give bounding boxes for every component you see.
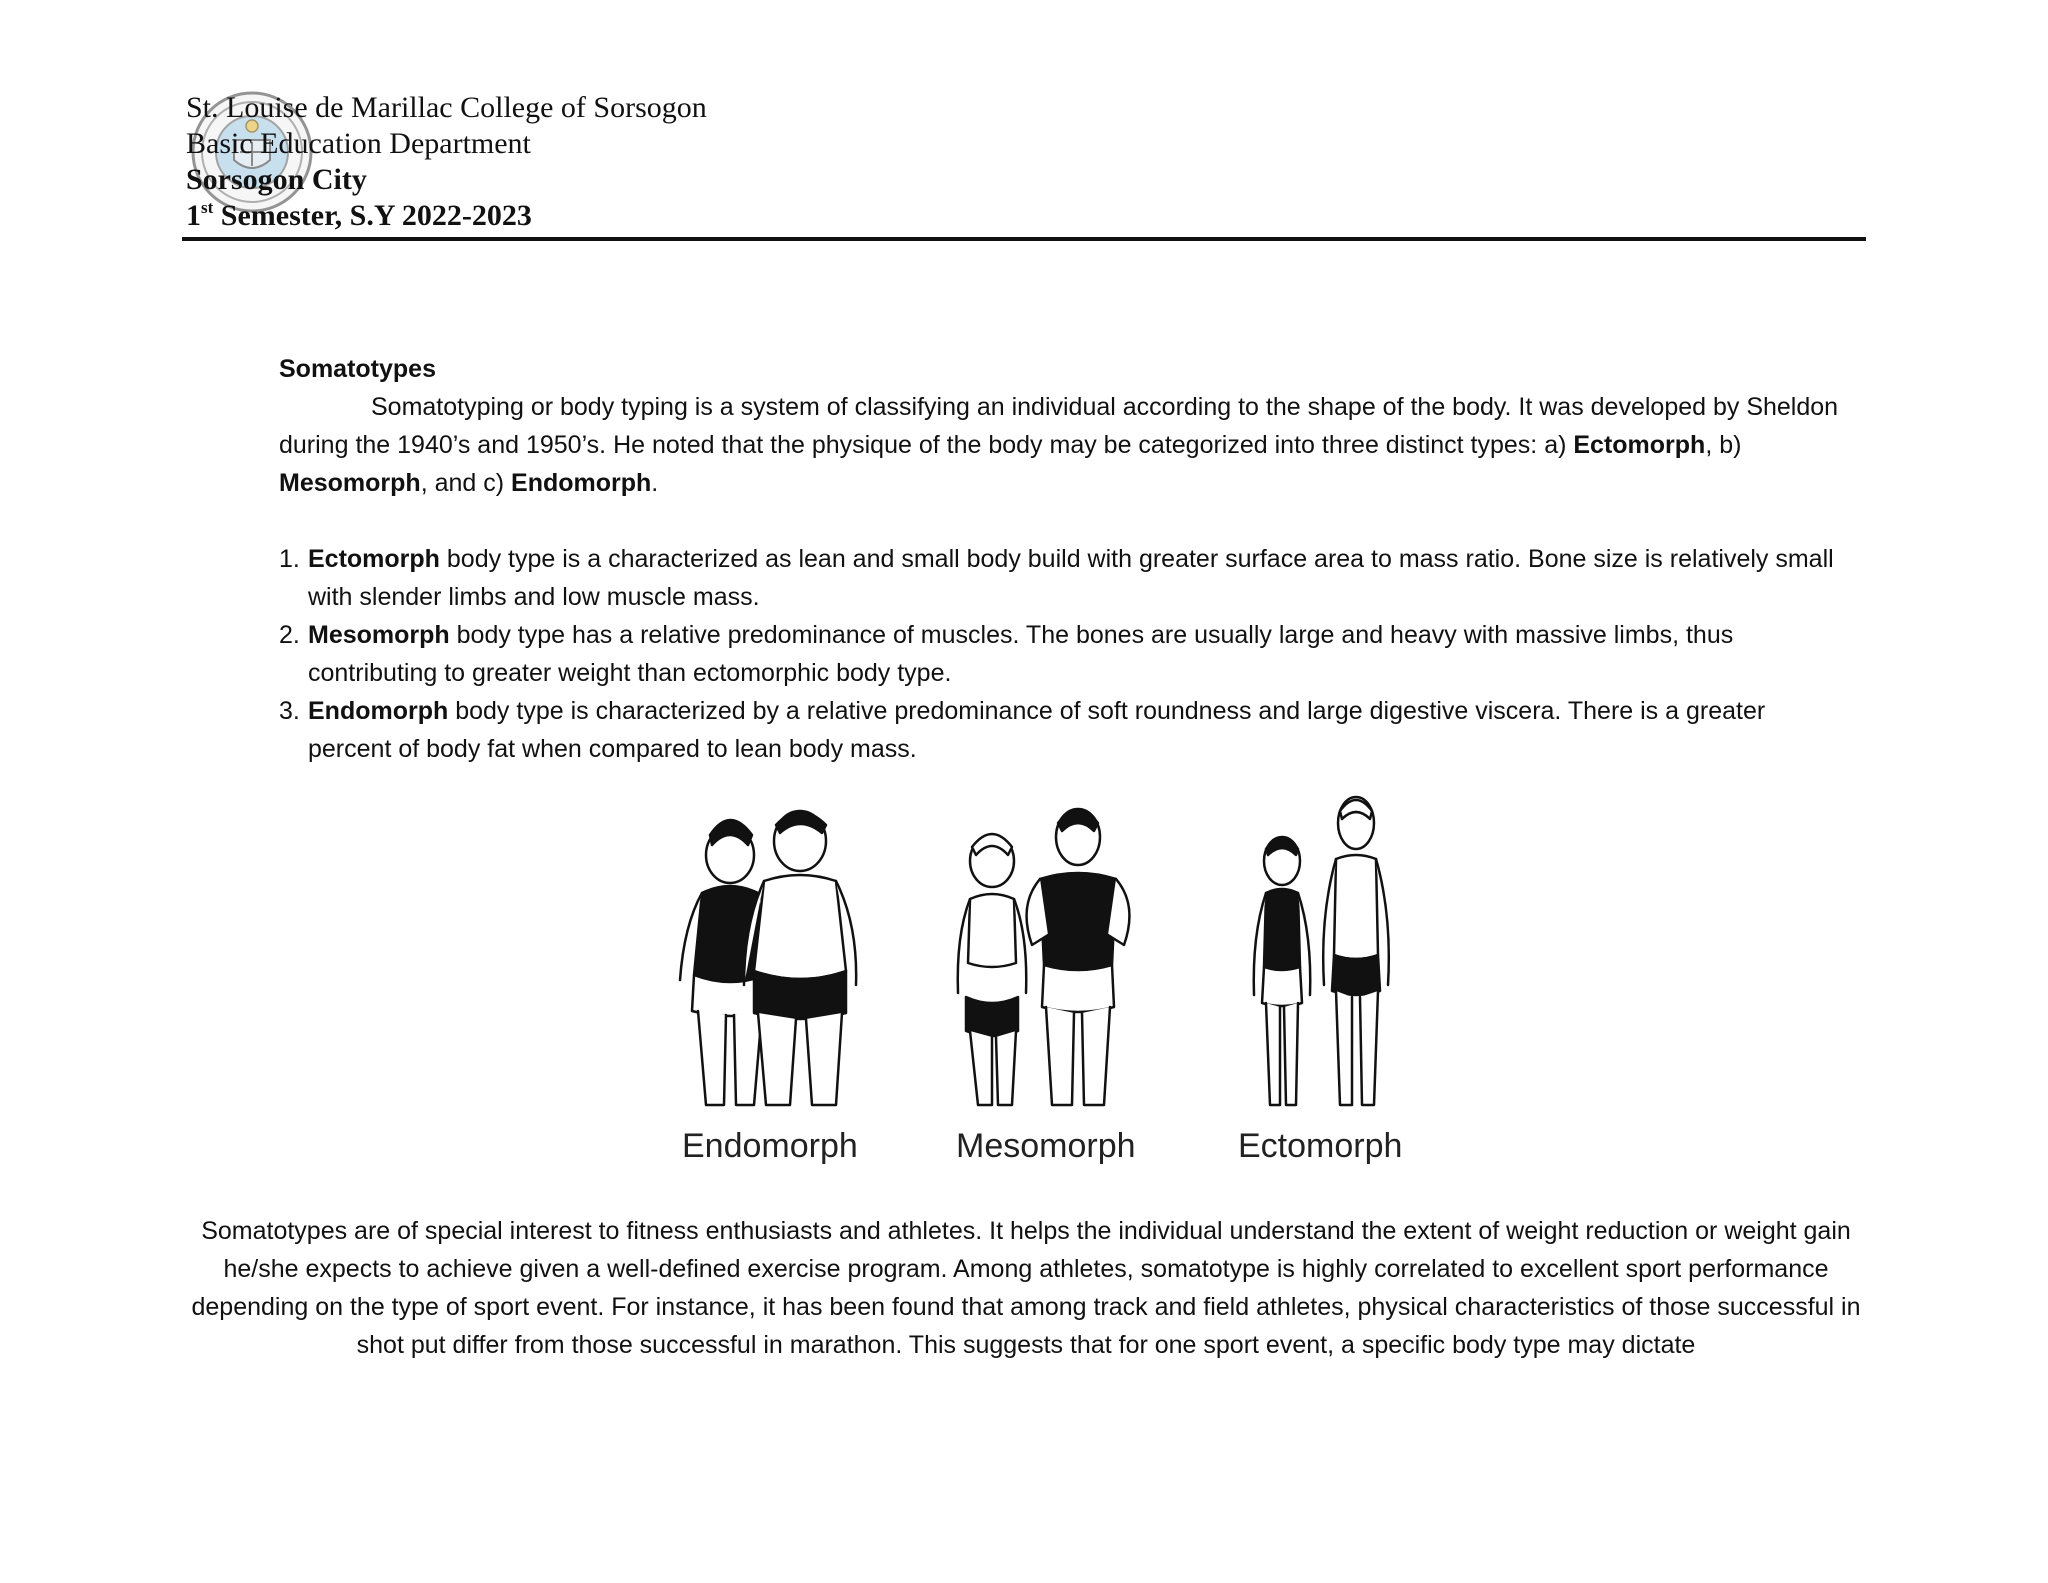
semester-year: Semester, S.Y 2022-2023 bbox=[213, 199, 532, 232]
semester-number: 1 bbox=[186, 199, 201, 232]
ectomorph-female-figure bbox=[1254, 837, 1311, 1105]
main-content bbox=[279, 350, 1839, 768]
list-number: 3. bbox=[279, 697, 300, 725]
header-rule bbox=[182, 237, 1866, 241]
figure-label-mesomorph: Mesomorph bbox=[956, 1127, 1136, 1165]
intro-term-endomorph: Endomorph bbox=[511, 469, 652, 497]
list-term: Endomorph bbox=[308, 697, 449, 725]
list-text: body type is a characterized as lean and small body build with greater surface area to mass ratio. Bone size is relatively small with slender limbs and low muscle mass. bbox=[308, 545, 1834, 611]
intro-paragraph bbox=[279, 388, 1839, 502]
list-number: 1. bbox=[279, 545, 300, 573]
intro-end: . bbox=[651, 469, 659, 497]
mesomorph-female-figure bbox=[958, 834, 1027, 1105]
semester-line bbox=[186, 198, 1866, 234]
list-term: Ectomorph bbox=[308, 545, 440, 573]
list-term: Mesomorph bbox=[308, 621, 450, 649]
list-item bbox=[279, 692, 1839, 768]
intro-text: Somatotyping or body typing is a system of classifying an individual according to the shape of the body. It was developed by Sheldon during the 1940’s and 1950’s. He noted that the physique of the body may be categorized into three distinct types: a) bbox=[279, 393, 1839, 459]
list-text: body type is characterized by a relative predominance of soft roundness and large digestive viscera. There is a greater percent of body fat when compared to lean body mass. bbox=[308, 697, 1766, 763]
somatotype-illustration bbox=[640, 775, 1420, 1175]
department-name: Basic Education Department bbox=[186, 127, 531, 160]
figure-label-ectomorph: Ectomorph bbox=[1238, 1127, 1403, 1165]
list-number: 2. bbox=[279, 621, 300, 649]
figure-label-endomorph: Endomorph bbox=[682, 1127, 858, 1165]
city-name: Sorsogon City bbox=[186, 163, 367, 196]
closing-paragraph: Somatotypes are of special interest to fitness enthusiasts and athletes. It helps the individual understand the extent of weight reduction or weight gain he/she expects to achieve given a well-defined exercise program. Among athletes, somatotype is highly correlated to excellent sport performance depending on the type of sport event. For instance, it has been found that among track and field athletes, physical characteristics of those successful in shot put differ from those successful in marathon. This suggests that for one sport event, a specific body type may dictate bbox=[191, 1217, 1861, 1359]
mesomorph-male-figure bbox=[1027, 809, 1130, 1105]
intro-separator-1: , b) bbox=[1705, 431, 1742, 459]
semester-ordinal: st bbox=[201, 198, 214, 217]
document-header bbox=[186, 90, 1866, 234]
body-type-list bbox=[279, 540, 1839, 768]
section-title: Somatotypes bbox=[279, 355, 436, 383]
list-item bbox=[279, 540, 1839, 616]
body-figures-drawing bbox=[640, 775, 1420, 1125]
intro-term-ectomorph: Ectomorph bbox=[1573, 431, 1706, 459]
endomorph-male-figure bbox=[744, 811, 856, 1105]
intro-separator-2: , and c) bbox=[420, 469, 512, 497]
intro-term-mesomorph: Mesomorph bbox=[279, 469, 421, 497]
list-text: body type has a relative predominance of muscles. The bones are usually large and heavy with massive limbs, thus contributing to greater weight than ectomorphic body type. bbox=[308, 621, 1734, 687]
list-item bbox=[279, 616, 1839, 692]
ectomorph-male-figure bbox=[1323, 797, 1389, 1105]
school-name: St. Louise de Marillac College of Sorsogon bbox=[186, 91, 707, 124]
